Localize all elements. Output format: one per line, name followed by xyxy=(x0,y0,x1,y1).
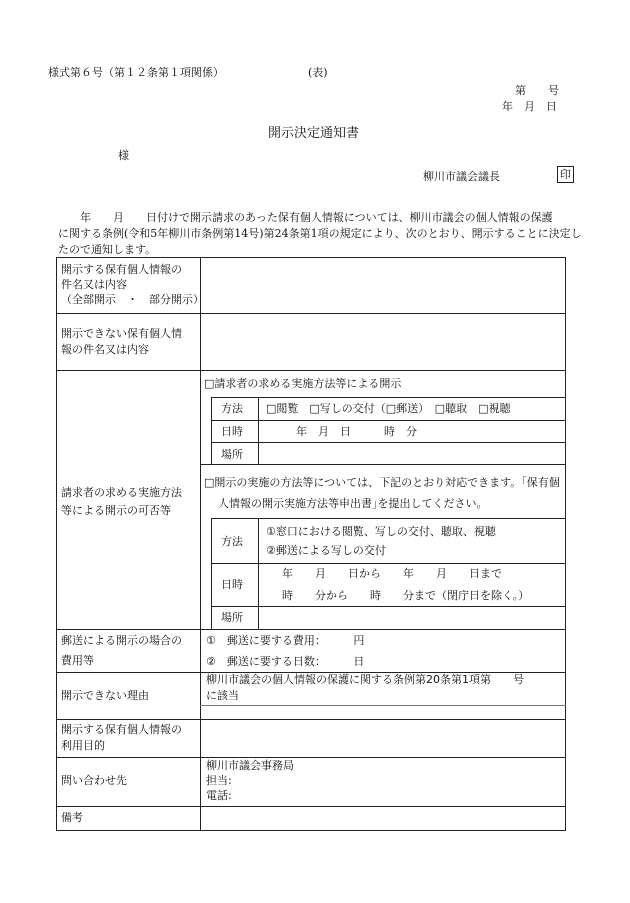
hoho2-value-2: ②郵送による写しの交付 xyxy=(266,544,386,557)
option-alt-method-2: 人情報の開示実施方法等申出書｣を提出してください。 xyxy=(218,497,488,510)
label-purpose-1: 開示する保有個人情報の xyxy=(61,723,182,736)
document-date: 年 月 日 xyxy=(502,100,557,113)
hoho2-value-1: ①窓口における閲覧、写しの交付、聴取、視聴 xyxy=(266,525,496,538)
nichiji2-value-2: 時 分から 時 分まで（閉庁日を除く。） xyxy=(282,589,530,602)
postal-cost: ① 郵送に要する費用： 円 xyxy=(206,634,365,647)
nichiji2-value-1: 年 月 日から 年 月 日まで xyxy=(282,567,502,580)
intro-line-3: たので通知します。 xyxy=(58,243,157,256)
sender-name: 柳川市議会議長 xyxy=(423,170,500,183)
reason-value-1: 柳川市議会の個人情報の保護に関する条例第20条第1項第 号 xyxy=(206,673,524,686)
contact-person: 担当: xyxy=(206,774,232,787)
label-hoho: 方法 xyxy=(221,402,243,415)
label-nondisclosable-2: 報の件名又は内容 xyxy=(61,343,149,356)
label-method-1: 請求者の求める実施方法 xyxy=(61,486,182,499)
hoho-options: □閲覧 □写しの交付（□郵送） □聴取 □視聴 xyxy=(266,402,511,415)
contact-phone: 電話: xyxy=(206,789,232,802)
label-basho2: 場所 xyxy=(221,611,243,624)
label-basho: 場所 xyxy=(221,448,243,461)
intro-line-1: 年 月 日付けで開示請求のあった保有個人情報については、柳川市議会の個人情報の保護 xyxy=(58,211,553,224)
label-remarks: 備考 xyxy=(61,811,83,824)
seal-stamp: 印 xyxy=(557,166,574,183)
label-nichiji2: 日時 xyxy=(221,578,243,591)
option-alt-method-1: □開示の実施の方法等については、下記のとおり対応できます。｢保有個 xyxy=(204,476,560,489)
intro-line-2: に関する条例(令和5年柳川市条例第14号)第24条第1項の規定により、次のとおり、開示することに決定し xyxy=(58,227,582,240)
addressee-suffix: 様 xyxy=(118,149,129,162)
label-method-2: 等による開示の可否等 xyxy=(61,504,171,517)
form-number: 様式第６号（第１２条第１項関係） xyxy=(48,66,224,79)
nichiji-value: 年 月 日 時 分 xyxy=(296,425,417,438)
contact-office: 柳川市議会事務局 xyxy=(206,759,294,772)
form-side: (表) xyxy=(308,66,328,79)
page-title: 開示決定通知書 xyxy=(268,126,360,141)
label-hoho2: 方法 xyxy=(221,535,243,548)
postal-days: ② 郵送に要する日数： 日 xyxy=(206,655,365,668)
label-nichiji: 日時 xyxy=(221,425,243,438)
reason-value-2: に該当 xyxy=(206,689,239,702)
label-nondisclosable-1: 開示できない保有個人情 xyxy=(61,327,182,340)
label-subject-3: （全部開示 ・ 部分開示） xyxy=(61,293,204,306)
label-reason: 開示できない理由 xyxy=(61,689,149,702)
label-subject-1: 開示する保有個人情報の xyxy=(61,263,182,276)
label-postal-2: 費用等 xyxy=(61,654,94,667)
document-number: 第 号 xyxy=(515,84,559,97)
label-contact: 問い合わせ先 xyxy=(61,774,127,787)
label-subject-2: 件名又は内容 xyxy=(61,278,127,291)
label-postal-1: 郵送による開示の場合の xyxy=(61,634,182,647)
option-requested-method: □請求者の求める実施方法等による開示 xyxy=(204,377,402,390)
label-purpose-2: 利用目的 xyxy=(61,739,105,752)
